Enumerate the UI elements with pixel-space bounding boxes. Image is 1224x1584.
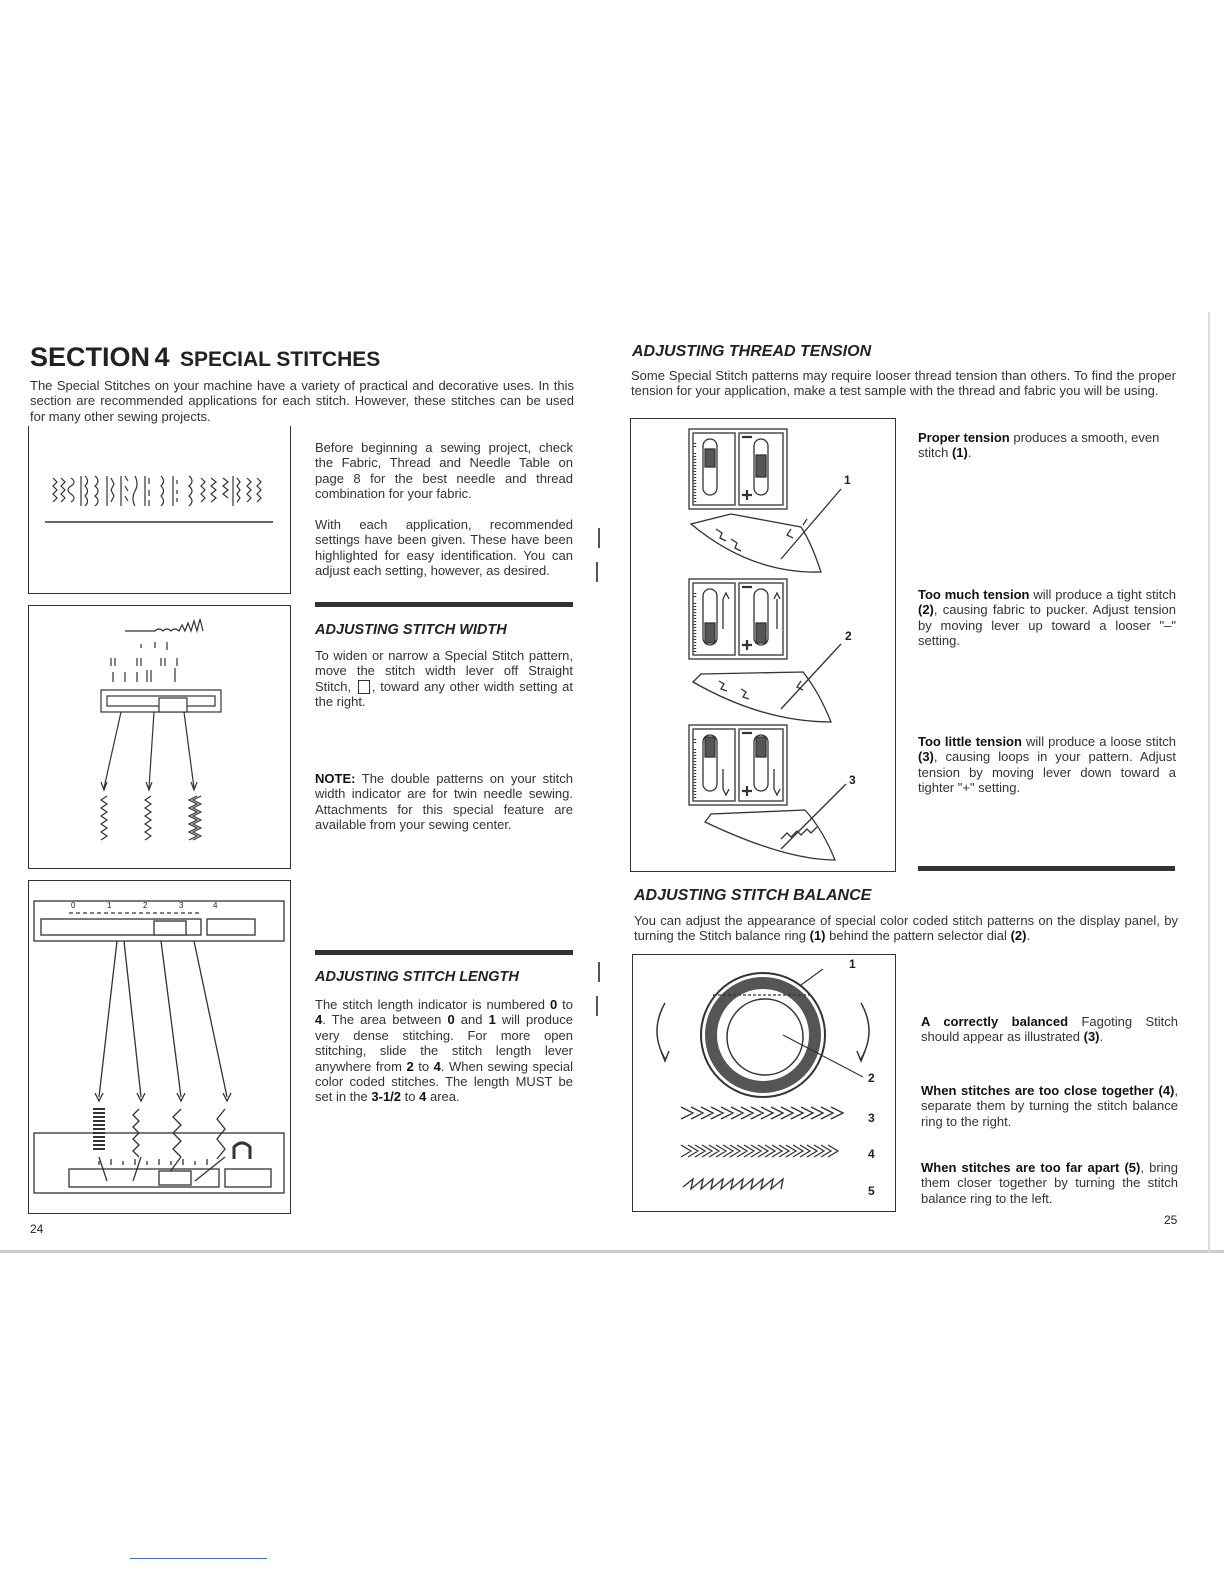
length-tick-1: 1	[107, 901, 112, 910]
balance-intro-b: behind the pattern selector dial	[829, 928, 1007, 944]
too-little-label: Too little tension	[918, 734, 1022, 749]
dial-callout-3: 3	[868, 1111, 875, 1125]
tension-intro: Some Special Stitch patterns may require looser thread tension than others. To find the proper tension for your application, make a test sample with the thread and fabric you will be using.	[631, 368, 1176, 399]
length-tick-2: 2	[143, 901, 148, 910]
balance-intro: You can adjust the appearance of special color coded stitch patterns on the display panel, by turning the Stitch balance ring (1) behind the pattern selector dial (2).	[634, 913, 1178, 944]
binding-mark	[598, 528, 600, 548]
section-title: SPECIAL STITCHES	[179, 348, 381, 371]
length-text: . The area between	[322, 1012, 442, 1028]
stitch-balance-heading: ADJUSTING STITCH BALANCE	[634, 887, 872, 904]
note-label: NOTE:	[315, 771, 356, 786]
page-number-right: 25	[1164, 1213, 1178, 1227]
length-bold: 4	[315, 1012, 323, 1028]
length-bold: 3-1/2	[371, 1089, 402, 1105]
stitch-width-paragraph	[315, 648, 573, 710]
too-close-label: When stitches are too close together (4)	[921, 1083, 1175, 1098]
tension-dial-diagram	[631, 419, 894, 869]
balance-dial-figure	[632, 954, 896, 1212]
intro-paragraph: The Special Stitches on your machine have a variety of practical and decorative uses. In this section are recommended applications for each stitch. However, these stitches can be used for many other sewing projects.	[30, 378, 574, 424]
too-much-desc-b: , causing fabric to pucker. Adjust tension by moving lever up toward a looser "–" setting.	[918, 602, 1176, 649]
length-text: to	[562, 997, 573, 1012]
stitch-length-paragraph	[315, 997, 573, 1105]
balance-intro-a: You can adjust the appearance of special color coded stitch patterns on the display panel, by turning the Stitch balance ring	[634, 913, 1178, 944]
too-apart-desc: , bring them closer together by turning the stitch balance ring to the left.	[921, 1160, 1178, 1206]
binding-mark	[596, 996, 598, 1016]
length-tick-3: 3	[179, 901, 184, 910]
length-text: to	[404, 1089, 416, 1105]
intro-check-paragraph: Before beginning a sewing project, check the Fabric, Thread and Needle Table on page 8 for the best needle and thread combination for your fabric.	[315, 440, 573, 502]
section-divider-2	[315, 950, 573, 955]
section-number: 4	[154, 342, 170, 372]
too-much-desc: will produce a tight stitch	[1033, 587, 1176, 602]
proper-tension-desc: produces a smooth, even stitch	[918, 430, 1160, 461]
length-tick-4: 4	[213, 901, 218, 910]
thread-tension-heading: ADJUSTING THREAD TENSION	[632, 343, 872, 360]
correct-balance-label: A correctly balanced	[921, 1014, 1069, 1029]
note-paragraph	[315, 771, 573, 833]
balance-ref-1: (1)	[809, 928, 826, 944]
too-apart-text	[921, 1160, 1178, 1206]
stitch-pattern-strip-icon	[29, 426, 289, 591]
proper-tension-ref: (1)	[951, 445, 968, 461]
length-text: . When sewing special color coded stitches. The length MUST be set in the	[315, 1058, 573, 1105]
page-bottom-edge	[0, 1250, 1224, 1253]
link-underline	[130, 1558, 267, 1559]
length-text: area.	[429, 1089, 460, 1105]
correct-balance-text: A correctly balanced Fagoting Stitch should appear as illustrated (3).	[921, 1014, 1178, 1045]
correct-balance-ref: (3)	[1083, 1029, 1100, 1045]
too-close-desc: , separate them by turning the stitch balance ring to the right.	[921, 1083, 1178, 1129]
length-text: to	[418, 1058, 430, 1074]
length-text: The stitch length indicator is numbered	[315, 997, 545, 1012]
balance-ring-dial-icon	[633, 955, 893, 1209]
settings-paragraph: With each application, recommended settings have been given. These have been highlighted for easy identification. You can adjust each setting, however, as desired.	[315, 517, 573, 579]
too-little-desc-b: , causing loops in your pattern. Adjust tension by moving lever down toward a tighter "+" setting.	[918, 749, 1176, 796]
stitch-length-lever-icon	[29, 881, 289, 1211]
stitch-width-lever-icon	[29, 606, 289, 866]
length-bold: 2	[406, 1058, 414, 1074]
stitch-length-figure	[28, 880, 291, 1214]
length-bold: 1	[488, 1012, 496, 1028]
too-much-tension-text	[918, 587, 1176, 649]
balance-ref-2: (2)	[1010, 928, 1027, 944]
note-text: The double patterns on your stitch width indicator are for twin needle sewing. Attachments for this special feature are available from your sewing center.	[315, 771, 573, 833]
length-bold: 4	[419, 1089, 427, 1105]
width-text-a: To widen or narrow a Special Stitch pattern, move the stitch width lever off Straight Stitch,	[315, 648, 573, 694]
proper-tension-label: Proper tension	[918, 430, 1010, 445]
tension-callout-3: 3	[849, 773, 856, 787]
length-bold: 0	[549, 997, 558, 1012]
correct-balance-desc: Fagoting Stitch should appear as illustrated	[921, 1014, 1178, 1045]
length-text: and	[460, 1012, 483, 1028]
dial-callout-1: 1	[849, 957, 856, 971]
tension-callout-1: 1	[844, 473, 851, 487]
section-heading	[30, 342, 380, 373]
proper-tension-text: Proper tension produces a smooth, even stitch (1).	[918, 430, 1160, 461]
too-close-text	[921, 1083, 1178, 1129]
tension-callout-2: 2	[845, 629, 852, 643]
page-number-left: 24	[30, 1222, 44, 1236]
too-little-tension-text	[918, 734, 1176, 796]
length-bold: 0	[447, 1012, 455, 1028]
dial-callout-5: 5	[868, 1184, 875, 1198]
section-divider	[315, 602, 573, 607]
section-word: SECTION	[30, 342, 151, 372]
stitch-length-heading: ADJUSTING STITCH LENGTH	[315, 969, 519, 985]
length-tick-0: 0	[71, 901, 76, 910]
binding-mark	[596, 562, 598, 582]
length-bold: 4	[433, 1058, 441, 1074]
too-little-ref: (3)	[918, 749, 934, 765]
stitch-width-heading: ADJUSTING STITCH WIDTH	[315, 622, 507, 638]
width-text-b: , toward any other width setting at the right.	[315, 678, 573, 710]
binding-mark	[598, 962, 600, 982]
straight-stitch-icon	[358, 680, 370, 694]
too-much-label: Too much tension	[918, 587, 1030, 602]
right-edge-line	[1208, 312, 1210, 1252]
dial-callout-2: 2	[868, 1071, 875, 1085]
tension-figure	[630, 418, 896, 872]
section-divider-3	[918, 866, 1175, 871]
too-apart-label: When stitches are too far apart (5)	[921, 1160, 1141, 1175]
dial-callout-4: 4	[868, 1147, 875, 1161]
too-much-ref: (2)	[918, 602, 934, 618]
stitch-panel-figure	[28, 426, 291, 594]
length-text: will produce very dense stitching. For more open stitching, slide the stitch length lever anywhere from	[315, 1012, 573, 1074]
too-little-desc: will produce a loose stitch	[1026, 734, 1176, 749]
stitch-width-figure	[28, 605, 291, 869]
